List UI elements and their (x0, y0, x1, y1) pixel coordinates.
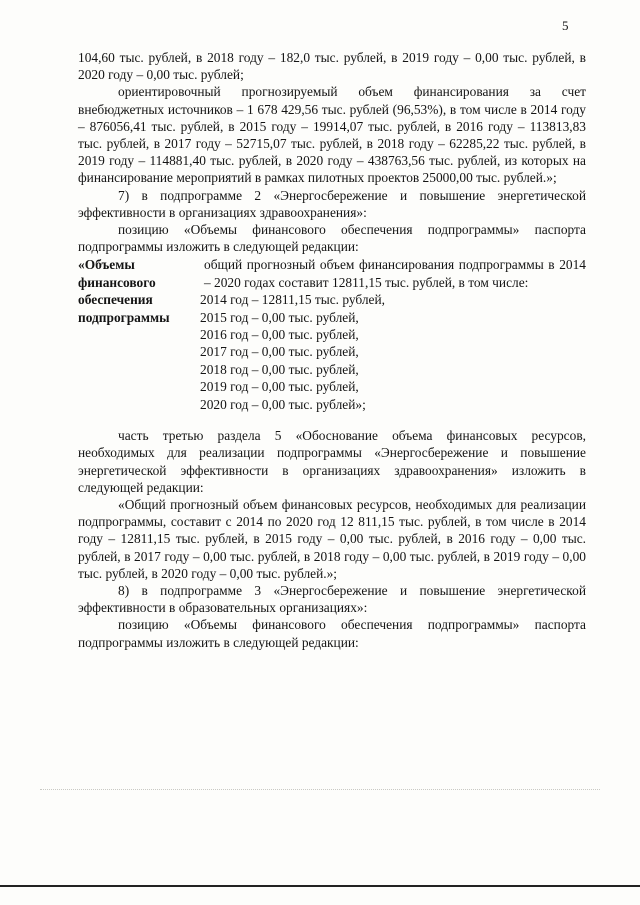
page-number: 5 (562, 18, 569, 33)
passport-year-list (200, 291, 586, 413)
paragraph-passport-intro: позицию «Объемы финансового обеспечения подпрограммы» паспорта подпрограммы изложить в следующей редакции: (78, 222, 586, 255)
document-body (78, 49, 586, 651)
paragraph-item-7: 7) в подпрограмме 2 «Энергосбережение и повышение энергетической эффективности в организациях здравоохранения»: (78, 187, 586, 220)
passport-label-line: обеспечения (78, 292, 153, 308)
paragraph-item-8: 8) в подпрограмме 3 «Энергосбережение и повышение энергетической эффективности в образовательных организациях»: (78, 582, 586, 616)
passport-year-item: 2020 год – 0,00 тыс. рублей»; (200, 396, 366, 412)
passport-year-item: 2018 год – 0,00 тыс. рублей, (200, 361, 359, 377)
scan-artifact-line (40, 789, 600, 790)
passport-label-line: «Объемы (78, 257, 135, 273)
passport-label-line: финансового (78, 274, 156, 290)
passport-year-item: 2015 год – 0,00 тыс. рублей, (200, 309, 359, 325)
passport-label-line: подпрограммы (78, 309, 170, 325)
paragraph-total-financing: «Общий прогнозный объем финансовых ресурсов, необходимых для реализации подпрограммы, составит с 2014 по 2020 год 12 811,15 тыс. рублей, в том числе в 2014 году – 12811,15 тыс. рублей, в 2015 году – 0,00 тыс. рублей, в 2016 году – 0,00 тыс. рублей, в 2017 году – 0,00 тыс. рублей, в 2018 году – 0,00 тыс. рублей, в 2019 году – 0,00 тыс. рублей, в 2020 году – 0,00 тыс. рублей.»; (78, 496, 586, 581)
passport-year-item: 2016 год – 0,00 тыс. рублей, (200, 327, 359, 343)
paragraph-passport-intro-2: позицию «Объемы финансового обеспечения подпрограммы» паспорта подпрограммы изложить в следующей редакции: (78, 617, 586, 650)
paragraph-continuation: 104,60 тыс. рублей, в 2018 году – 182,0 тыс. рублей, в 2019 году – 0,00 тыс. рублей, в 2020 году – 0,00 тыс. рублей; (78, 50, 586, 83)
passport-year-item: 2017 год – 0,00 тыс. рублей, (200, 344, 359, 360)
passport-year-item: 2019 год – 0,00 тыс. рублей, (200, 379, 359, 395)
passport-intro-text: общий прогнозный объем финансирования подпрограммы в 2014 – 2020 годах составит 12811,15 тыс. рублей, в том числе: (204, 257, 586, 290)
passport-table (78, 256, 586, 413)
passport-value (202, 256, 586, 413)
paragraph-extrabudgetary: ориентировочный прогнозируемый объем финансирования за счет внебюджетных источников – 1 678 429,56 тыс. рублей (96,53%), в том числе в 2014 году – 876056,41 тыс. рублей, в 2015 году – 19914,07 тыс. рублей, в 2016 году – 113813,83 тыс. рублей, в 2017 году – 52715,07 тыс. рублей, в 2018 году – 62285,22 тыс. рублей, в 2019 году – 114881,40 тыс. рублей, в 2020 году – 438763,56 тыс. рублей, из которых на финансирование мероприятий в рамках пилотных проектов 25000,00 тыс. рублей.»; (78, 84, 586, 186)
passport-label (78, 256, 202, 413)
paragraph-section-5: часть третью раздела 5 «Обоснование объема финансовых ресурсов, необходимых для реализации подпрограммы «Энергосбережение и повышение энергетической эффективности в организациях здравоохранения» изложить в следующей редакции: (78, 428, 586, 495)
page-bottom-edge (0, 885, 640, 887)
passport-year-item: 2014 год – 12811,15 тыс. рублей, (200, 292, 386, 308)
